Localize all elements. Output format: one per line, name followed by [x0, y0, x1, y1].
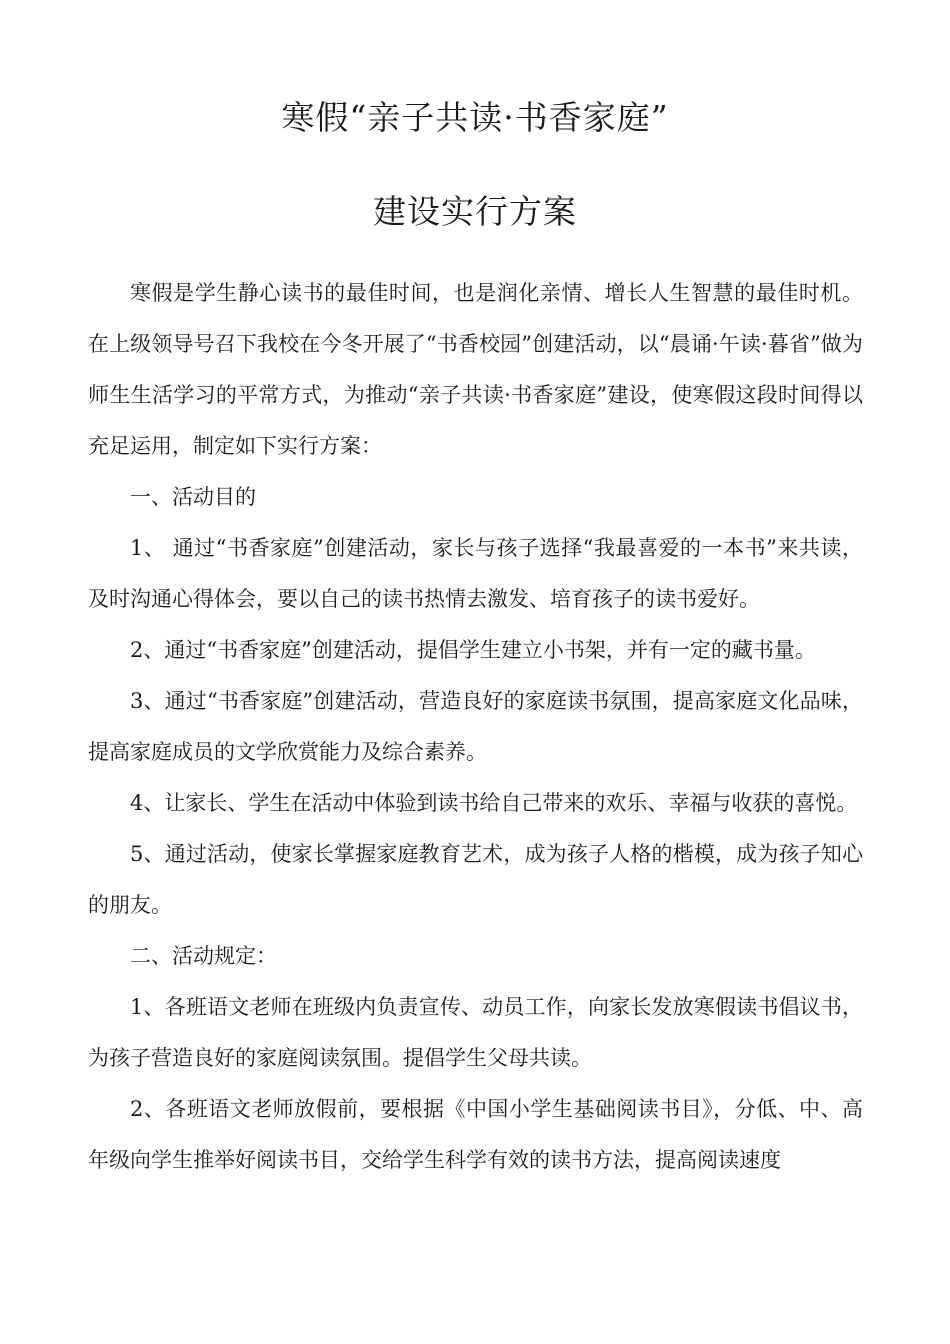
- section-heading-rules: 二、活动规定：: [130, 944, 277, 968]
- goal-item-4: 4、让家长、学生在活动中体验到读书给自己带来的欢乐、幸福与收获的喜悦。: [130, 791, 858, 815]
- document-body: [88, 268, 863, 1186]
- goal-item-3: 3、通过“书香家庭”创建活动，营造良好的家庭读书氛围，提高家庭文化品味，提高家庭成员的文学欣赏能力及综合素养。: [88, 689, 863, 764]
- rule-item-2: 2、各班语文老师放假前，要根据《中国小学生基础阅读书目》，分低、中、高年级向学生推举好阅读书目，交给学生科学有效的读书方法，提高阅读速度: [88, 1097, 863, 1172]
- document-title-line-2: 建设实行方案: [373, 192, 577, 231]
- rule-item-1: 1、各班语文老师在班级内负责宣传、动员工作，向家长发放寒假读书倡议书，为孩子营造良好的家庭阅读氛围。提倡学生父母共读。: [88, 995, 863, 1070]
- goal-item-1: 1、 通过“书香家庭”创建活动，家长与孩子选择“我最喜爱的一本书”来共读，及时沟通心得体会，要以自己的读书热情去激发、培育孩子的读书爱好。: [88, 536, 863, 611]
- document-title-line-1: 寒假“亲子共读·书香家庭”: [281, 98, 669, 137]
- goal-item-5: 5、通过活动，使家长掌握家庭教育艺术，成为孩子人格的楷模，成为孩子知心的朋友。: [88, 842, 863, 917]
- goal-item-2: 2、通过“书香家庭”创建活动，提倡学生建立小书架，并有一定的藏书量。: [130, 638, 816, 662]
- intro-paragraph: 寒假是学生静心读书的最佳时间，也是润化亲情、增长人生智慧的最佳时机。在上级领导号召下我校在今冬开展了“书香校园”创建活动，以“晨诵·午读·暮省”做为师生生活学习的平常方式，为推动“亲子共读·书香家庭”建设，使寒假这段时间得以充足运用，制定如下实行方案：: [88, 281, 863, 458]
- section-heading-goals: 一、活动目的: [130, 485, 256, 509]
